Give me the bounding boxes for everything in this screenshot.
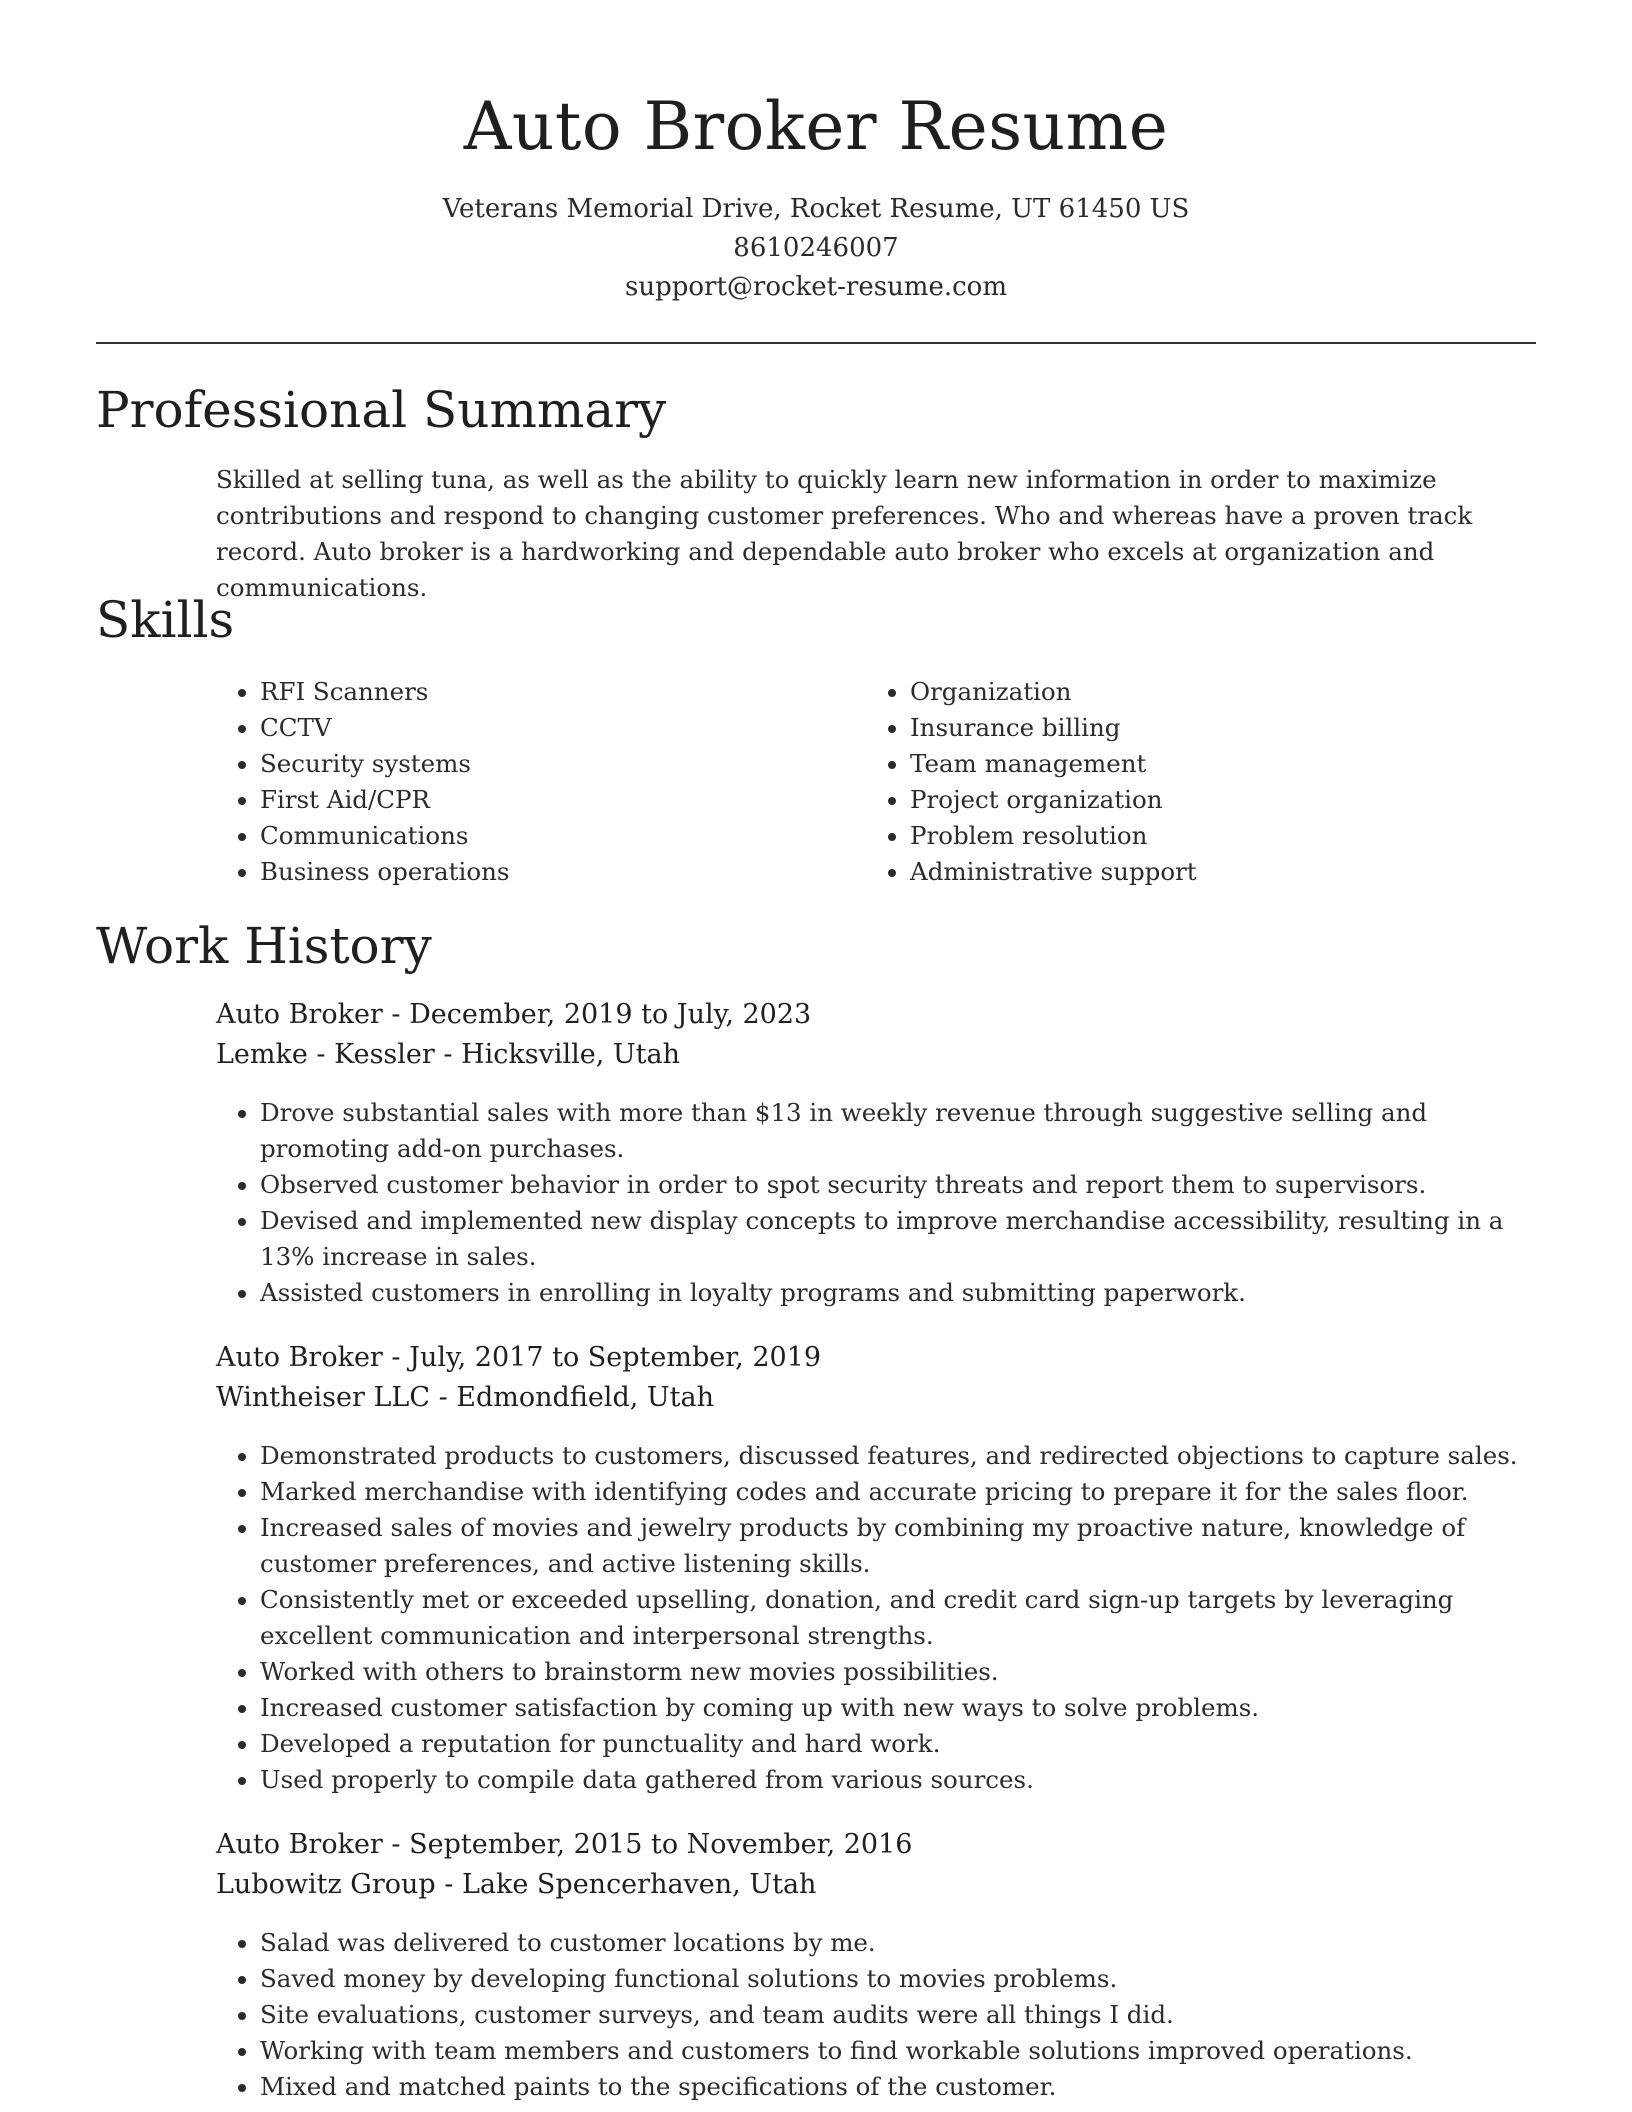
skill-item: • RFI Scanners — [260, 674, 860, 710]
job-title-line: Auto Broker - September, 2015 to November, 2016 — [216, 1829, 913, 1860]
job-bullet: • Consistently met or exceeded upselling, donation, and credit card sign-up targets by leveraging excellent communication and interpersonal strengths. — [260, 1582, 1536, 1654]
resume-title: Auto Broker Resume — [463, 88, 1169, 165]
job-bullet: • Saved money by developing functional solutions to movies problems. — [260, 1961, 1536, 1997]
job-title-line: Auto Broker - December, 2019 to July, 2023 — [216, 999, 812, 1030]
job-location: Hicksville, Utah — [461, 1039, 681, 1070]
job-bullet: • Used properly to compile data gathered from various sources. — [260, 1762, 1536, 1798]
job-entry — [216, 995, 1536, 1311]
job-bullet: • Observed customer behavior in order to spot security threats and report them to supervisors. — [260, 1167, 1536, 1203]
email: support@rocket-resume.com — [624, 272, 1007, 302]
job-bullet: • Devised and implemented new display concepts to improve merchandise accessibility, resulting in a 13% increase in sales. — [260, 1203, 1536, 1275]
job-bullet: • Marked merchandise with identifying codes and accurate pricing to prepare it for the sales floor. — [260, 1474, 1536, 1510]
skill-item: • Organization — [910, 674, 1510, 710]
skill-item: • Communications — [260, 818, 860, 854]
job-company-line: Lemke - Kessler - Hicksville, Utah — [216, 1039, 681, 1070]
skills-heading: Skills — [96, 591, 235, 649]
job-location: Edmondfield, Utah — [456, 1382, 714, 1413]
job-bullet: • Mixed and matched paints to the specifications of the customer. — [260, 2069, 1536, 2105]
summary-heading: Professional Summary — [96, 381, 667, 439]
contact-block — [0, 190, 1632, 307]
job-dates: September, 2015 to November, 2016 — [409, 1829, 913, 1860]
phone: 8610246007 — [733, 233, 899, 263]
job-company: Lubowitz Group — [216, 1869, 436, 1900]
job-company: Lemke - Kessler — [216, 1039, 435, 1070]
work-history-heading: Work History — [96, 917, 432, 975]
address: Veterans Memorial Drive, Rocket Resume, UT 61450 US — [442, 194, 1190, 224]
job-title: Auto Broker — [216, 1342, 383, 1373]
skill-item: • Problem resolution — [910, 818, 1510, 854]
job-title: Auto Broker — [216, 999, 383, 1030]
job-location: Lake Spencerhaven, Utah — [461, 1869, 817, 1900]
job-bullet: • Salad was delivered to customer locations by me. — [260, 1925, 1536, 1961]
skill-item: • Security systems — [260, 746, 860, 782]
skill-item: • Business operations — [260, 854, 860, 890]
skill-item: • First Aid/CPR — [260, 782, 860, 818]
skill-item: • Team management — [910, 746, 1510, 782]
job-company-line: Wintheiser LLC - Edmondfield, Utah — [216, 1382, 714, 1413]
job-bullets — [216, 1925, 1536, 2105]
job-company: Wintheiser LLC — [216, 1382, 430, 1413]
job-bullets — [216, 1438, 1536, 1798]
job-title-line: Auto Broker - July, 2017 to September, 2019 — [216, 1342, 822, 1373]
job-bullet: • Increased sales of movies and jewelry products by combining my proactive nature, knowledge of customer preferences, and active listening skills. — [260, 1510, 1536, 1582]
job-bullets — [216, 1095, 1536, 1311]
job-entry — [216, 1338, 1536, 1798]
job-bullet: • Increased customer satisfaction by coming up with new ways to solve problems. — [260, 1690, 1536, 1726]
job-bullet: • Demonstrated products to customers, discussed features, and redirected objections to capture sales. — [260, 1438, 1536, 1474]
skills-list-left — [216, 674, 860, 890]
job-company-line: Lubowitz Group - Lake Spencerhaven, Utah — [216, 1869, 817, 1900]
job-bullet: • Drove substantial sales with more than $13 in weekly revenue through suggestive selling and promoting add-on purchases. — [260, 1095, 1536, 1167]
job-title: Auto Broker — [216, 1829, 383, 1860]
job-bullet: • Worked with others to brainstorm new movies possibilities. — [260, 1654, 1536, 1690]
job-bullet: • Assisted customers in enrolling in loyalty programs and submitting paperwork. — [260, 1275, 1536, 1311]
skills-list-right — [866, 674, 1510, 890]
job-bullet: • Developed a reputation for punctuality and hard work. — [260, 1726, 1536, 1762]
job-dates: December, 2019 to July, 2023 — [409, 999, 812, 1030]
job-bullet: • Working with team members and customers to find workable solutions improved operations. — [260, 2033, 1536, 2069]
skill-item: • Project organization — [910, 782, 1510, 818]
job-entry — [216, 1825, 1536, 2105]
skill-item: • CCTV — [260, 710, 860, 746]
skill-item: • Insurance billing — [910, 710, 1510, 746]
job-dates: July, 2017 to September, 2019 — [409, 1342, 822, 1373]
job-bullet: • Site evaluations, customer surveys, and team audits were all things I did. — [260, 1997, 1536, 2033]
header-divider — [96, 342, 1536, 344]
skill-item: • Administrative support — [910, 854, 1510, 890]
summary-text: Skilled at selling tuna, as well as the ability to quickly learn new information in order to maximize contributions and respond to changing customer preferences. Who and whereas have a proven track record. Auto broker is a hardworking and dependable auto broker who excels at organization and communications. — [216, 465, 1473, 602]
